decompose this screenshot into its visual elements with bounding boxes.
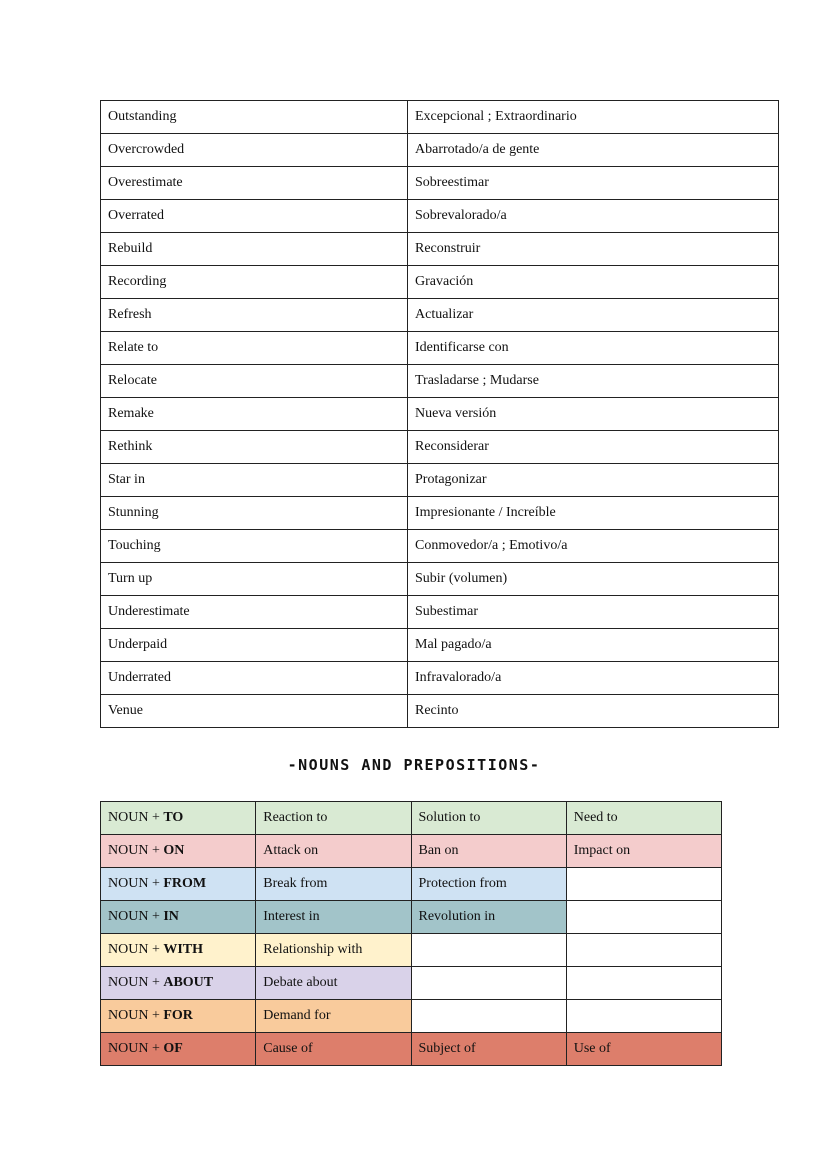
english-term: Relocate [101, 365, 408, 398]
vocabulary-table-body [101, 101, 779, 728]
example-cell: Relationship with [256, 934, 411, 967]
noun-pattern-cell [101, 901, 256, 934]
spanish-translation: Subestimar [408, 596, 779, 629]
vocabulary-table [100, 100, 779, 728]
empty-cell [566, 901, 721, 934]
example-cell: Reaction to [256, 802, 411, 835]
english-term: Refresh [101, 299, 408, 332]
noun-pattern-cell [101, 934, 256, 967]
vocab-row [101, 563, 779, 596]
english-term: Venue [101, 695, 408, 728]
vocab-row [101, 497, 779, 530]
noun-pattern-cell [101, 835, 256, 868]
vocab-row [101, 464, 779, 497]
spanish-translation: Abarrotado/a de gente [408, 134, 779, 167]
example-cell: Impact on [566, 835, 721, 868]
example-cell: Subject of [411, 1033, 566, 1066]
preposition-row [101, 868, 722, 901]
vocab-row [101, 398, 779, 431]
preposition-row [101, 934, 722, 967]
example-cell: Ban on [411, 835, 566, 868]
noun-pattern-cell [101, 1000, 256, 1033]
vocab-row [101, 662, 779, 695]
spanish-translation: Protagonizar [408, 464, 779, 497]
preposition-keyword: ON [163, 843, 185, 858]
example-cell: Cause of [256, 1033, 411, 1066]
vocab-row [101, 233, 779, 266]
noun-pattern-cell [101, 802, 256, 835]
empty-cell [566, 967, 721, 1000]
empty-cell [566, 868, 721, 901]
vocab-row [101, 134, 779, 167]
preposition-keyword: TO [163, 810, 184, 825]
preposition-keyword: FOR [163, 1008, 193, 1023]
preposition-keyword: FROM [163, 876, 207, 891]
empty-cell [411, 1000, 566, 1033]
vocab-row [101, 299, 779, 332]
english-term: Outstanding [101, 101, 408, 134]
empty-cell [411, 934, 566, 967]
example-cell: Protection from [411, 868, 566, 901]
spanish-translation: Sobrevalorado/a [408, 200, 779, 233]
example-cell: Break from [256, 868, 411, 901]
example-cell: Debate about [256, 967, 411, 1000]
english-term: Rebuild [101, 233, 408, 266]
spanish-translation: Reconsiderar [408, 431, 779, 464]
vocab-row [101, 101, 779, 134]
english-term: Overestimate [101, 167, 408, 200]
english-term: Stunning [101, 497, 408, 530]
english-term: Underpaid [101, 629, 408, 662]
empty-cell [566, 1000, 721, 1033]
english-term: Remake [101, 398, 408, 431]
vocab-row [101, 167, 779, 200]
vocab-row [101, 332, 779, 365]
example-cell: Solution to [411, 802, 566, 835]
english-term: Turn up [101, 563, 408, 596]
english-term: Touching [101, 530, 408, 563]
spanish-translation: Infravalorado/a [408, 662, 779, 695]
english-term: Star in [101, 464, 408, 497]
empty-cell [566, 934, 721, 967]
noun-pattern-cell [101, 868, 256, 901]
english-term: Overrated [101, 200, 408, 233]
preposition-keyword: OF [163, 1041, 183, 1056]
spanish-translation: Nueva versión [408, 398, 779, 431]
english-term: Underrated [101, 662, 408, 695]
vocab-row [101, 431, 779, 464]
spanish-translation: Mal pagado/a [408, 629, 779, 662]
preposition-row [101, 967, 722, 1000]
noun-pattern-cell [101, 1033, 256, 1066]
spanish-translation: Sobreestimar [408, 167, 779, 200]
spanish-translation: Conmovedor/a ; Emotivo/a [408, 530, 779, 563]
english-term: Overcrowded [101, 134, 408, 167]
example-cell: Attack on [256, 835, 411, 868]
noun-pattern-prefix: NOUN + [108, 876, 164, 891]
noun-pattern-prefix: NOUN + [108, 1008, 164, 1023]
spanish-translation: Gravación [408, 266, 779, 299]
vocab-row [101, 695, 779, 728]
preposition-row [101, 901, 722, 934]
example-cell: Need to [566, 802, 721, 835]
example-cell: Revolution in [411, 901, 566, 934]
preposition-keyword: ABOUT [163, 975, 214, 990]
noun-pattern-prefix: NOUN + [108, 942, 164, 957]
spanish-translation: Recinto [408, 695, 779, 728]
spanish-translation: Identificarse con [408, 332, 779, 365]
noun-pattern-prefix: NOUN + [108, 909, 164, 924]
noun-pattern-prefix: NOUN + [108, 843, 164, 858]
spanish-translation: Trasladarse ; Mudarse [408, 365, 779, 398]
vocab-row [101, 200, 779, 233]
english-term: Recording [101, 266, 408, 299]
preposition-row [101, 835, 722, 868]
vocab-row [101, 596, 779, 629]
vocab-row [101, 365, 779, 398]
english-term: Relate to [101, 332, 408, 365]
preposition-keyword: IN [163, 909, 179, 924]
noun-pattern-cell [101, 967, 256, 1000]
preposition-row [101, 1000, 722, 1033]
spanish-translation: Reconstruir [408, 233, 779, 266]
noun-preposition-table-body [101, 802, 722, 1066]
noun-pattern-prefix: NOUN + [108, 975, 164, 990]
spanish-translation: Actualizar [408, 299, 779, 332]
vocab-row [101, 629, 779, 662]
english-term: Underestimate [101, 596, 408, 629]
example-cell: Use of [566, 1033, 721, 1066]
example-cell: Interest in [256, 901, 411, 934]
noun-preposition-table [100, 801, 722, 1066]
vocab-row [101, 530, 779, 563]
example-cell: Demand for [256, 1000, 411, 1033]
english-term: Rethink [101, 431, 408, 464]
vocab-row [101, 266, 779, 299]
spanish-translation: Subir (volumen) [408, 563, 779, 596]
noun-pattern-prefix: NOUN + [108, 810, 164, 825]
preposition-row [101, 802, 722, 835]
preposition-keyword: WITH [163, 942, 204, 957]
empty-cell [411, 967, 566, 1000]
section-title: -NOUNS AND PREPOSITIONS- [287, 756, 541, 774]
noun-pattern-prefix: NOUN + [108, 1041, 164, 1056]
preposition-row [101, 1033, 722, 1066]
spanish-translation: Impresionante / Increíble [408, 497, 779, 530]
spanish-translation: Excepcional ; Extraordinario [408, 101, 779, 134]
